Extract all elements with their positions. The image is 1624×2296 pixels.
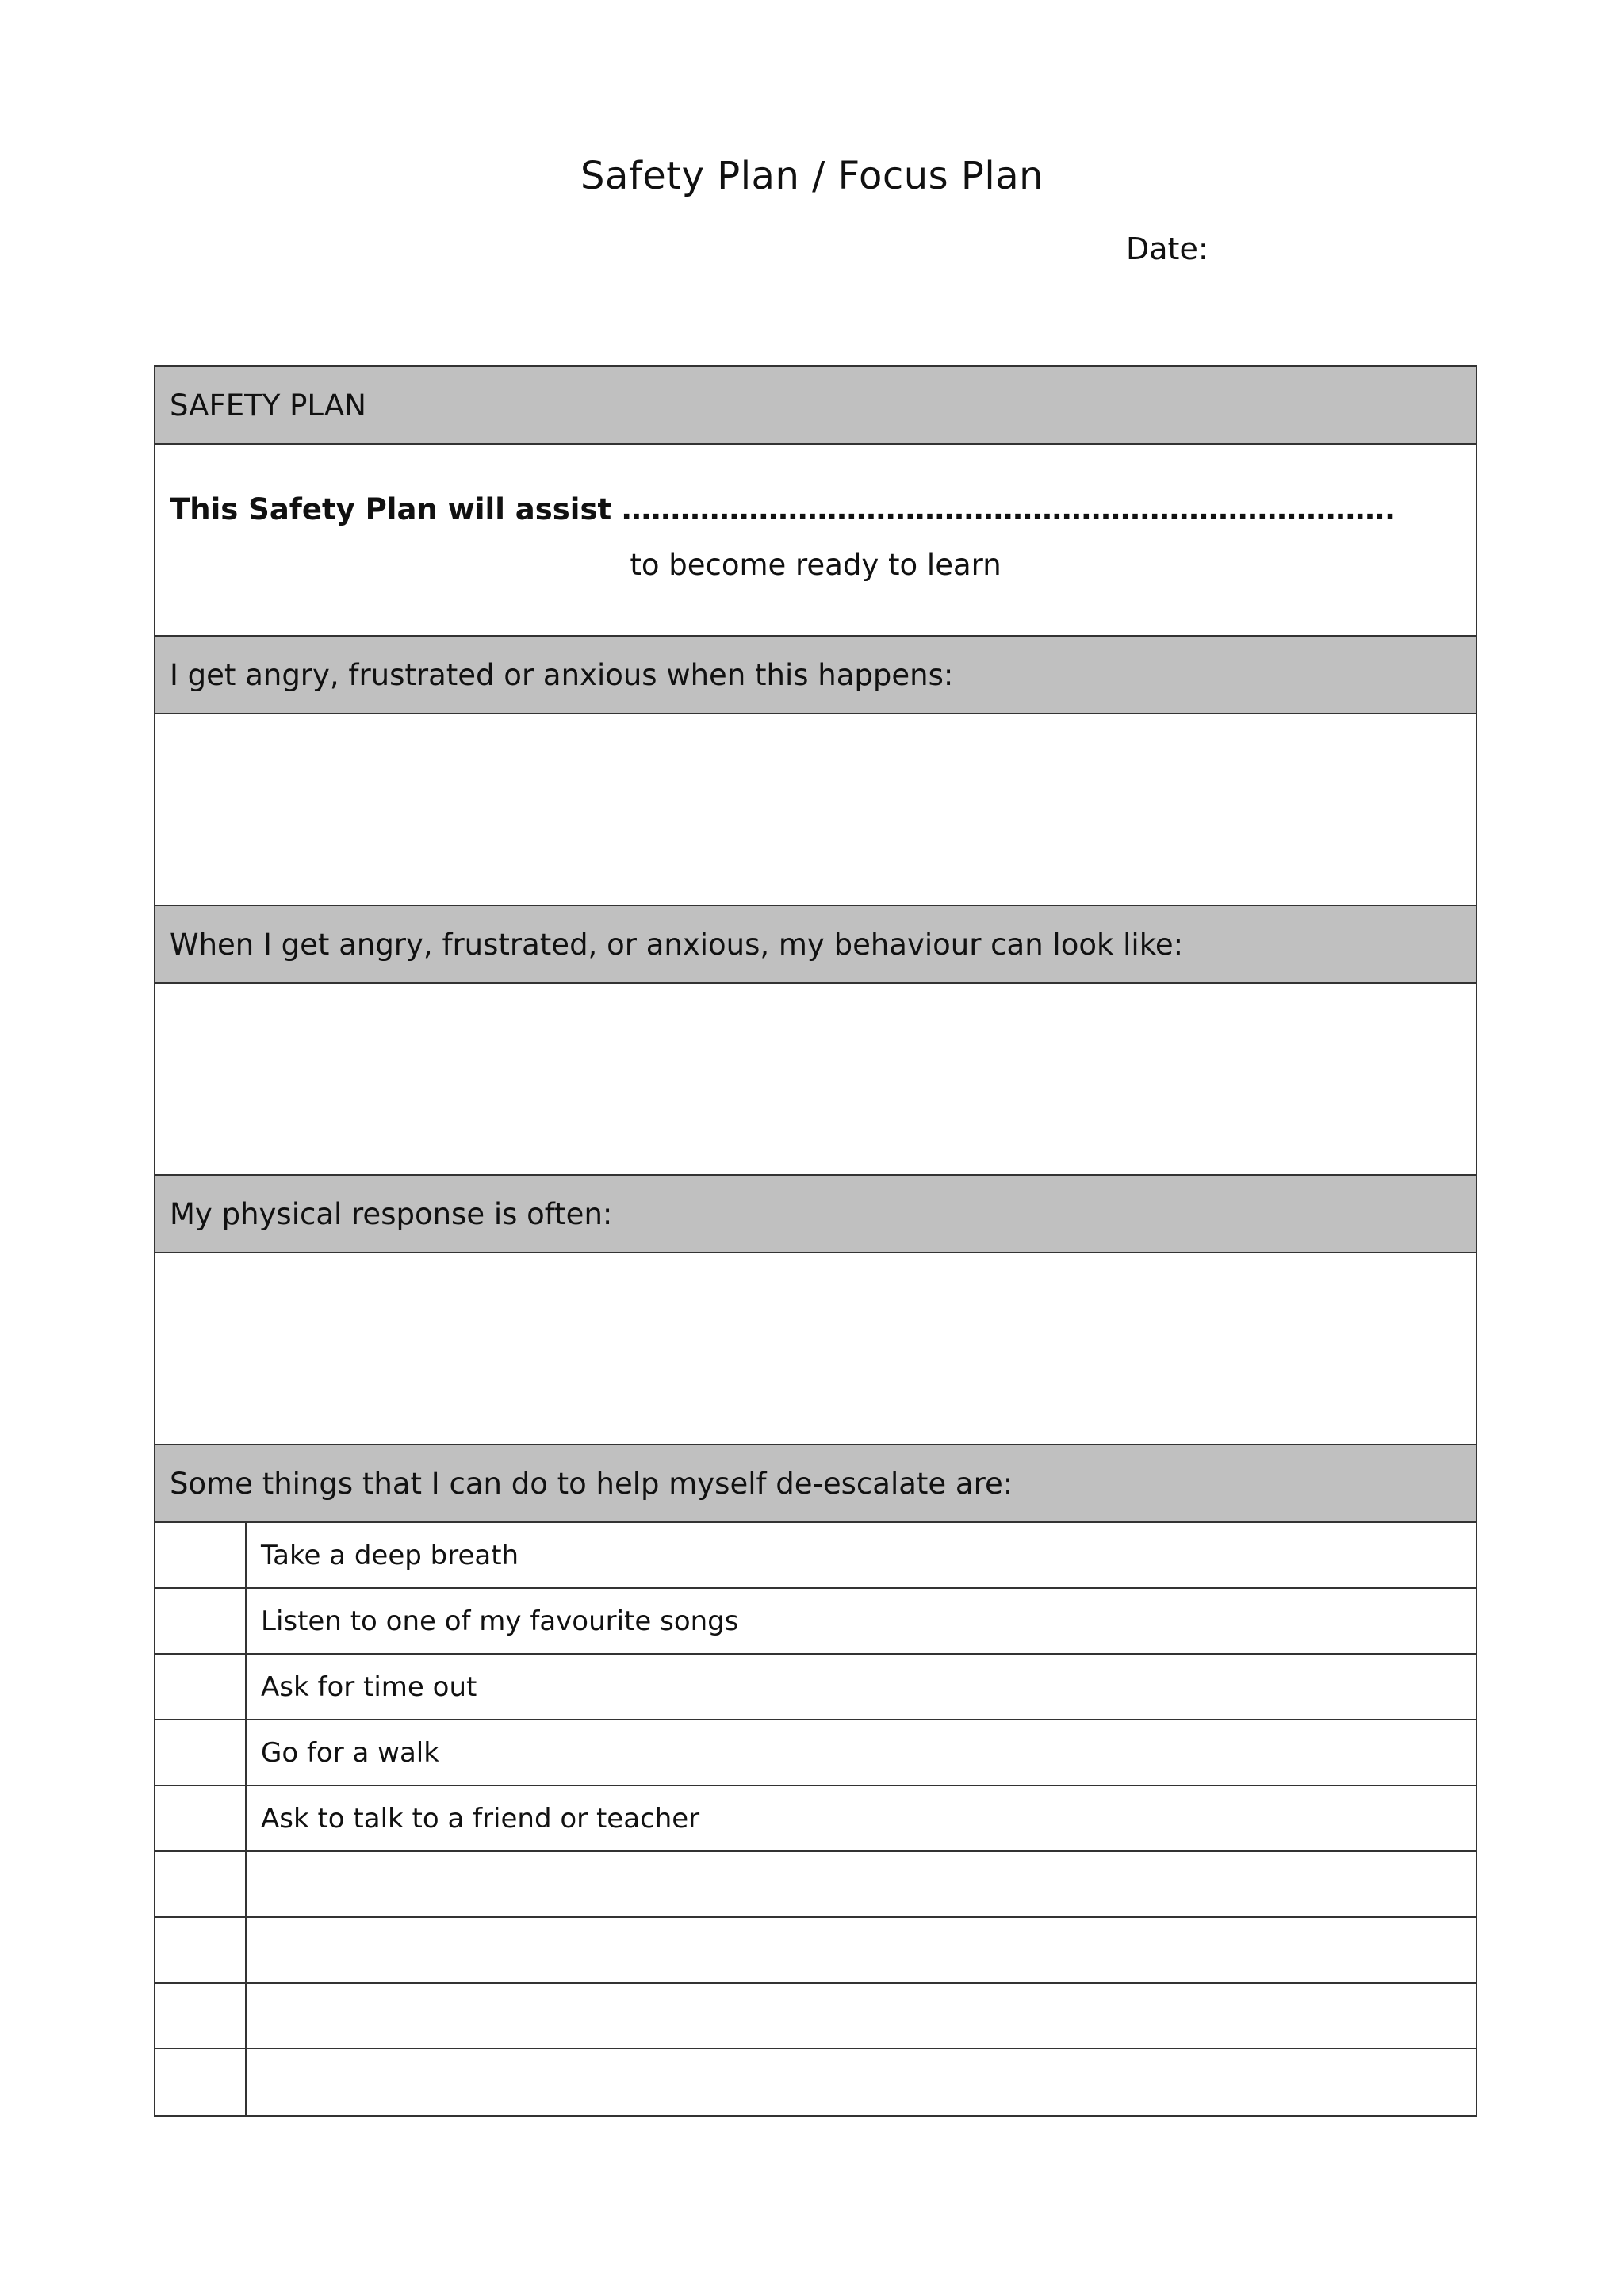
- physical-response-answer-area[interactable]: [155, 1253, 1476, 1445]
- strategy-checkbox[interactable]: [155, 1786, 247, 1850]
- strategy-label: Ask for time out: [261, 1670, 477, 1703]
- strategy-list: [155, 1523, 1476, 2115]
- strategy-checkbox[interactable]: [155, 1852, 247, 1916]
- strategy-label: Ask to talk to a friend or teacher: [261, 1802, 700, 1835]
- strategy-row: [155, 1523, 1476, 1589]
- behaviour-answer-area[interactable]: [155, 984, 1476, 1176]
- assist-text: This Safety Plan will assist …………………………………………………………………….: [170, 492, 1396, 526]
- behaviour-header: When I get angry, frustrated, or anxious, my behaviour can look like:: [155, 906, 1476, 984]
- strategy-row: [155, 1918, 1476, 1984]
- strategy-checkbox[interactable]: [155, 1720, 247, 1785]
- page-title: Safety Plan / Focus Plan: [580, 154, 1044, 198]
- strategy-label: Take a deep breath: [261, 1539, 519, 1571]
- strategy-label-blank[interactable]: [247, 1984, 1476, 2048]
- strategy-row: [155, 1589, 1476, 1655]
- strategy-label: Go for a walk: [261, 1736, 439, 1769]
- strategy-label-blank[interactable]: [247, 1918, 1476, 1982]
- deescalate-header: Some things that I can do to help myself de-escalate are:: [155, 1445, 1476, 1523]
- strategy-checkbox[interactable]: [155, 1589, 247, 1653]
- strategy-row: [155, 1984, 1476, 2049]
- strategy-row: [155, 1655, 1476, 1720]
- strategy-checkbox[interactable]: [155, 1984, 247, 2048]
- strategy-row: [155, 2049, 1476, 2115]
- strategy-label-blank[interactable]: [247, 2049, 1476, 2115]
- strategy-checkbox[interactable]: [155, 1655, 247, 1719]
- strategy-checkbox[interactable]: [155, 1918, 247, 1982]
- strategy-checkbox[interactable]: [155, 1523, 247, 1587]
- strategy-label: Listen to one of my favourite songs: [261, 1605, 739, 1637]
- assist-subtext: to become ready to learn: [630, 548, 1002, 582]
- strategy-row: [155, 1786, 1476, 1852]
- assist-block: [155, 445, 1476, 637]
- safety-plan-form: [154, 365, 1477, 2117]
- date-label: Date:: [1126, 232, 1208, 266]
- strategy-label-blank[interactable]: [247, 1852, 1476, 1916]
- strategy-row: [155, 1852, 1476, 1918]
- strategy-checkbox[interactable]: [155, 2049, 247, 2115]
- physical-response-header: My physical response is often:: [155, 1176, 1476, 1253]
- triggers-header: I get angry, frustrated or anxious when this happens:: [155, 637, 1476, 714]
- triggers-answer-area[interactable]: [155, 714, 1476, 906]
- strategy-row: [155, 1720, 1476, 1786]
- section-header-safety-plan: SAFETY PLAN: [155, 367, 1476, 445]
